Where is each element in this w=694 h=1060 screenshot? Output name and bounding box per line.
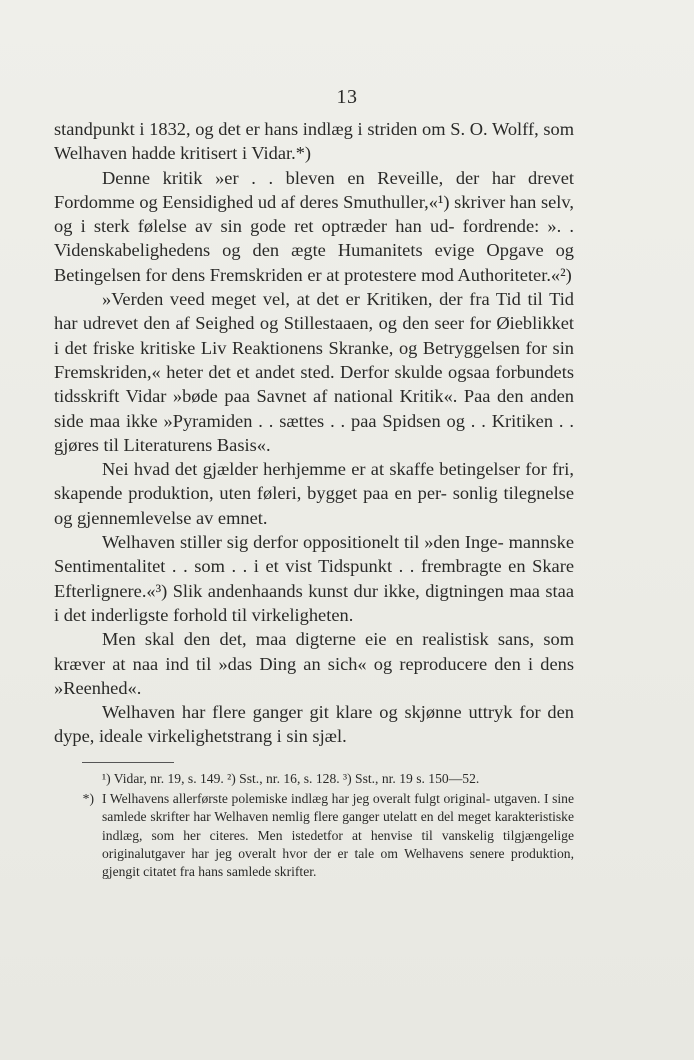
paragraph-3: »Verden veed meget vel, at det er Kritiken, der fra Tid til Tid har udrevet den af Seighed og Stillestaaen, og den seer for Øieblikket i det friske kritiske Liv Reaktionens Skranke, og Betryggelsen for sin Fremskriden,« heter det et andet sted. Derfor skulde ogsaa forbundets tidsskrift Vidar »bøde paa Savnet af national Kritik«. Paa den anden side maa ikke »Pyramiden . . sættes . . paa Spidsen og . . Kritiken . . gjøres til Literaturens Basis«. — [54, 289, 574, 455]
footnote-divider — [82, 762, 174, 763]
paragraph-2: Denne kritik »er . . bleven en Reveille, der har drevet Fordomme og Eensidighed ud af deres Smuthuller,«¹) skriver han selv, og i sterk følelse av sin gode ret optræder han ud- fordrende: ». . Videnskabelighedens og den ægte Humanitets evige Opgave og Betingelsen for dens Fremskriden er at protestere mod Authoriteter.«²) — [54, 167, 574, 285]
paragraph-1: standpunkt i 1832, og det er hans indlæg i striden om S. O. Wolff, som Welhaven hadde kritisert i Vidar.*) — [54, 119, 574, 164]
paragraph-5: Welhaven stiller sig derfor oppositionelt til »den Inge- mannske Sentimentalitet . . som . . i et vist Tidspunkt . . frembragte en Skare Efterlignere.«³) Slik andenhaands kunst dur ikke, digtningen maa staa i det inderligste forhold til virkeligheten. — [54, 532, 574, 625]
footnotes — [54, 770, 574, 881]
footnote-marker: *) — [82, 791, 94, 807]
paragraph-4: Nei hvad det gjælder herhjemme er at skaffe betingelser for fri, skapende produktion, uten føleri, bygget paa en per- sonlig tilegnelse og gjennemlevelse av emnet. — [54, 459, 574, 528]
footnote-references: ¹) Vidar, nr. 19, s. 149. ²) Sst., nr. 16, s. 128. ³) Sst., nr. 19 s. 150—52. — [102, 771, 480, 786]
body-text — [54, 117, 574, 749]
page-number: 13 — [336, 86, 358, 108]
footnote-note — [54, 790, 574, 881]
footnote-text: I Welhavens allerførste polemiske indlæg har jeg overalt fulgt original- utgaven. I sine samlede skrifter har Welhaven nemlig flere ganger utelatt en del meget karakteristiske indlæg, som her citeres. Men istedetfor at henvise til vanskelig tilgjængelige originalutgaver har jeg overalt hvor der er tale om Welhavens senere produktion, gjengit citatet fra hans samlede skrifter. — [102, 791, 574, 880]
paragraph-6: Men skal den det, maa digterne eie en realistisk sans, som kræver at naa ind til »das Ding an sich« og reproducere den i dens »Reenhed«. — [54, 629, 574, 698]
paragraph-7: Welhaven har flere ganger git klare og skjønne uttryk for den dype, ideale virkelighetstrang i sin sjæl. — [54, 702, 574, 747]
